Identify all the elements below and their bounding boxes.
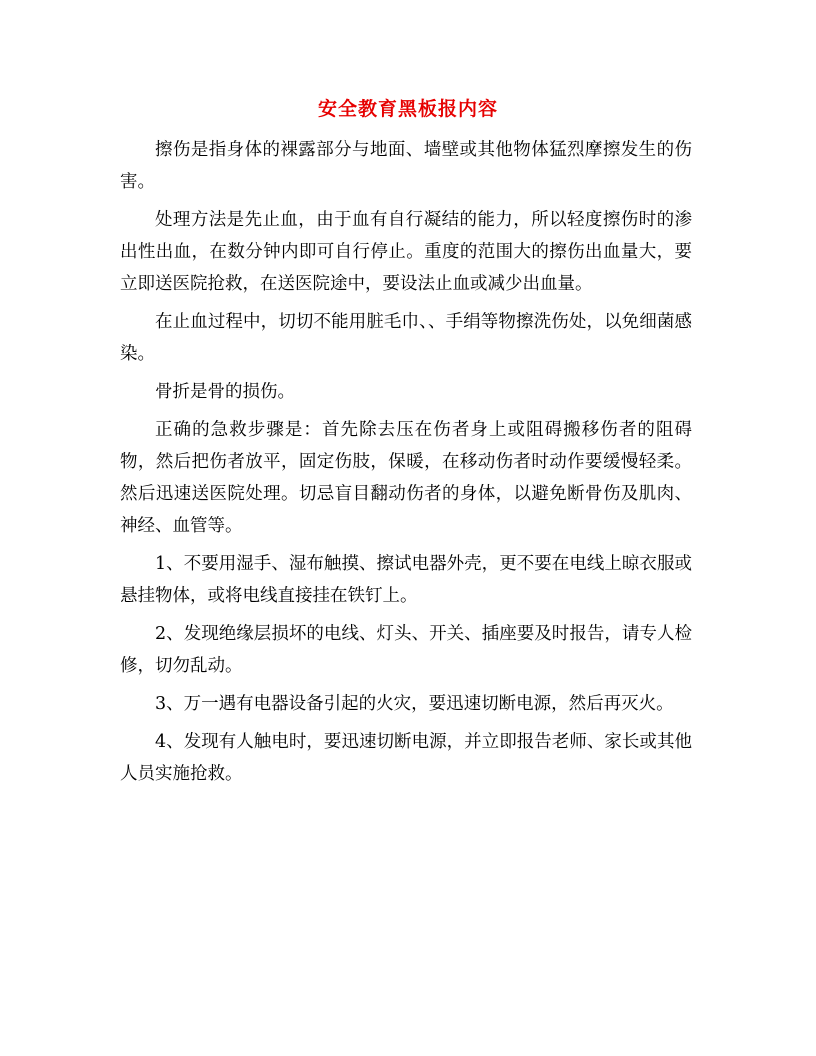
paragraph-electric-rule-2: 2、发现绝缘层损坏的电线、灯头、开关、插座要及时报告，请专人检修，切勿乱动。 [120, 624, 692, 676]
paragraph-abrasion-treatment: 处理方法是先止血，由于血有自行凝结的能力，所以轻度擦伤时的渗出性出血，在数分钟内即可自行停止。重度的范围大的擦伤出血量大，要立即送医院抢救，在送医院途中，要设法止血或减少出血量。 [120, 210, 692, 294]
paragraph-bleeding-caution: 在止血过程中，切切不能用脏毛巾、、手绢等物擦洗伤处，以免细菌感染。 [120, 312, 692, 364]
paragraph-fracture-first-aid: 正确的急救步骤是：首先除去压在伤者身上或阻碍搬移伤者的阻碍物，然后把伤者放平，固定伤肢，保暖，在移动伤者时动作要缓慢轻柔。然后迅速送医院处理。切忌盲目翻动伤者的身体，以避免断骨伤及肌肉、神经、血管等。 [120, 420, 692, 536]
paragraph-abrasion-definition: 擦伤是指身体的裸露部分与地面、墙壁或其他物体猛烈摩擦发生的伤害。 [120, 140, 692, 192]
document-body [120, 134, 692, 796]
paragraph-electric-rule-4: 4、发现有人触电时，要迅速切断电源，并立即报告老师、家长或其他人员实施抢救。 [120, 732, 692, 784]
document-title: 安全教育黑板报内容 [317, 98, 498, 120]
paragraph-fracture-definition: 骨折是骨的损伤。 [155, 382, 295, 402]
paragraph-electric-rule-3: 3、万一遇有电器设备引起的火灾，要迅速切断电源，然后再灭火。 [155, 694, 674, 714]
paragraph-electric-rule-1: 1、不要用湿手、湿布触摸、擦试电器外壳，更不要在电线上晾衣服或悬挂物体，或将电线直接挂在铁钉上。 [120, 554, 692, 606]
